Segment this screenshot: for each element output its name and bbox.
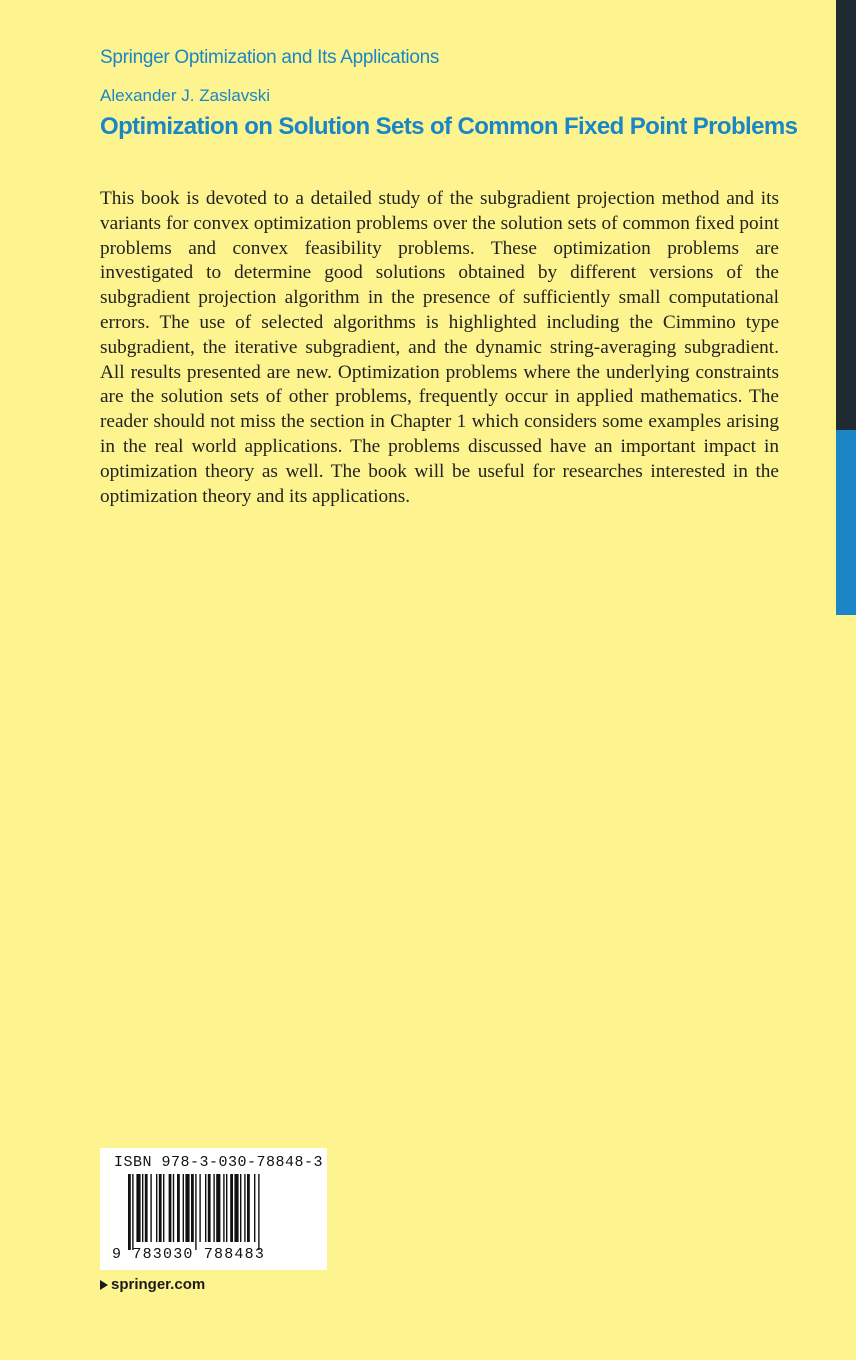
barcode-bar	[177, 1174, 180, 1242]
barcode-bar	[213, 1174, 214, 1242]
barcode-bar	[226, 1174, 227, 1242]
publisher-link-label: springer.com	[111, 1276, 206, 1293]
barcode-bar	[216, 1174, 220, 1242]
barcode-bars	[110, 1174, 320, 1250]
barcode-bar	[163, 1174, 164, 1242]
barcode-bar	[142, 1174, 143, 1242]
publisher-link[interactable]	[100, 1276, 205, 1293]
barcode-bar	[156, 1174, 157, 1242]
barcode-bar	[234, 1174, 238, 1242]
barcode-bar	[247, 1174, 250, 1242]
barcode-bar	[183, 1174, 184, 1242]
barcode-bar	[191, 1174, 194, 1242]
spine-blue-band	[836, 430, 856, 615]
series-name: Springer Optimization and Its Applications	[100, 47, 440, 68]
barcode-bar	[240, 1174, 241, 1242]
barcode-bar	[169, 1174, 172, 1242]
barcode-bar	[136, 1174, 140, 1242]
isbn-label: ISBN 978-3-030-78848-3	[114, 1154, 324, 1171]
barcode-bar	[132, 1174, 133, 1250]
isbn-barcode	[100, 1148, 327, 1270]
barcode-bar	[254, 1174, 255, 1242]
barcode-bar	[195, 1174, 196, 1250]
barcode-bar	[223, 1174, 224, 1242]
author-name: Alexander J. Zaslavski	[100, 86, 271, 105]
barcode-bar	[258, 1174, 259, 1250]
barcode-bar	[185, 1174, 189, 1242]
barcode-bar	[150, 1174, 151, 1242]
book-title: Optimization on Solution Sets of Common Fixed Point Problems	[100, 113, 798, 140]
barcode-bar	[159, 1174, 162, 1242]
barcode-bar	[205, 1174, 206, 1242]
barcode-bar	[199, 1174, 200, 1242]
book-description: This book is devoted to a detailed study of the subgradient projection method and its variants for convex optimization problems over the solution sets of common fixed point problems and convex feasibility problems. These optimization problems are investigated to determine good solutions obtained by different versions of the subgradient projection algorithm in the presence of sufficiently small computational errors. The use of selected algorithms is highlighted including the Cimmino type subgradient, the iterative subgradient, and the dynamic string-averaging subgradient. All results presented are new. Optimization problems where the underlying constraints are the solution sets of other problems, frequently occur in applied mathematics. The reader should not miss the section in Chapter 1 which considers some examples arising in the real world applications. The problems discussed have an important impact in optimization theory as well. The book will be useful for researches interested in the optimization theory and its applications.	[100, 188, 779, 507]
barcode-bar	[208, 1174, 211, 1242]
barcode-digits: 9 783030 788483	[112, 1246, 266, 1263]
arrow-right-icon	[100, 1280, 108, 1290]
barcode-bar	[145, 1174, 148, 1242]
barcode-bar	[230, 1174, 233, 1242]
barcode-bar	[128, 1174, 131, 1250]
barcode-bar	[173, 1174, 174, 1242]
barcode-bar	[244, 1174, 245, 1242]
spine-dark-band	[836, 0, 856, 430]
